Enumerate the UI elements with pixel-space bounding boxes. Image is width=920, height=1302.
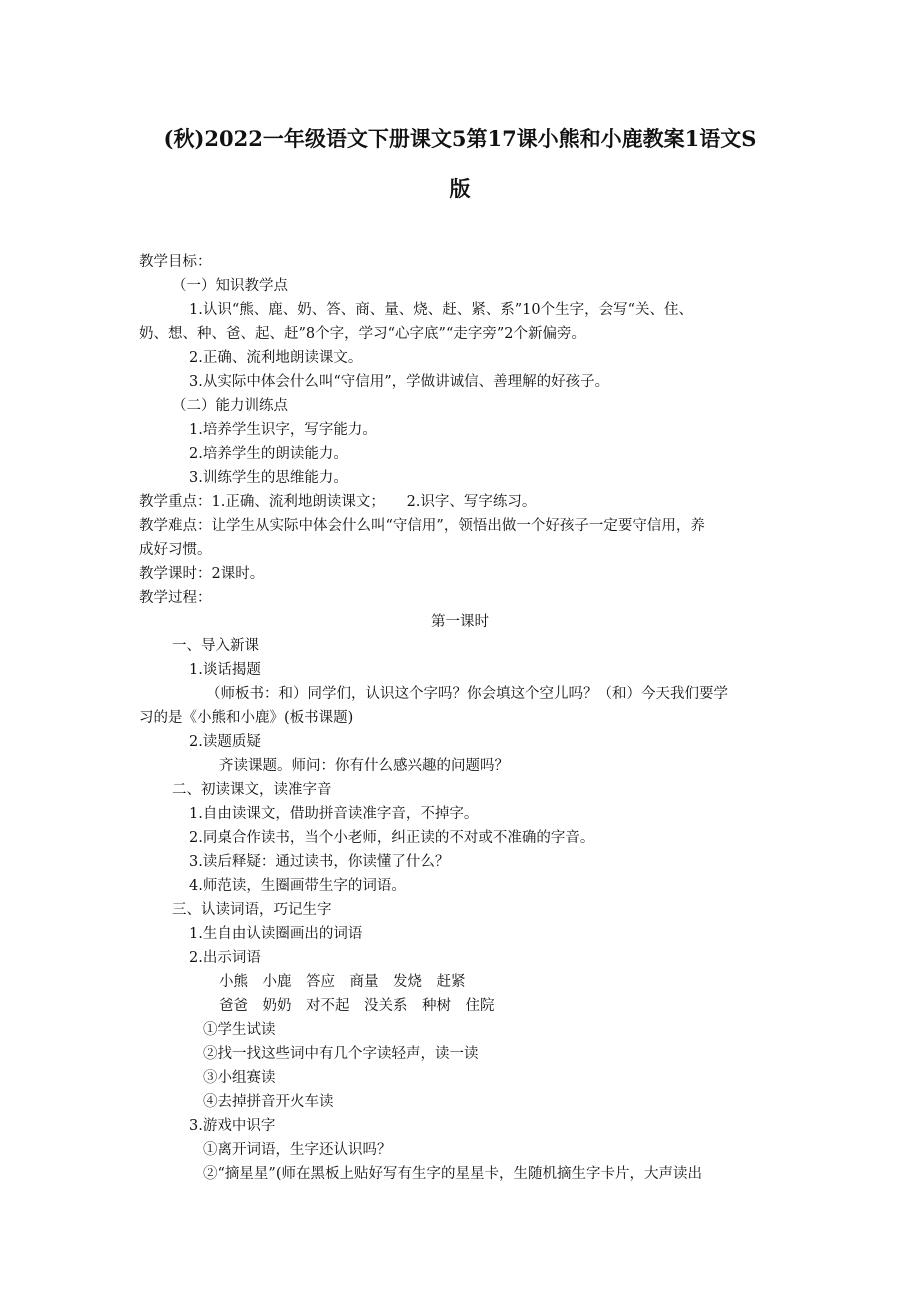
- step-1-item-2-detail: 齐读课题。师问：你有什么感兴趣的问题吗？: [219, 758, 509, 774]
- teaching-difficulty: 教学难点：让学生从实际中体会什么叫“守信用”，领悟出做一个好孩子一定要守信用，养: [139, 518, 705, 534]
- ability-item-1: 1.培养学生识字，写字能力。: [189, 422, 377, 438]
- practice-item-3: ③小组赛读: [203, 1070, 276, 1086]
- step-1-paragraph: （师板书：和）同学们，认识这个字吗？你会填这个空儿吗？（和）今天我们要学: [206, 686, 728, 702]
- practice-item-4: ④去掉拼音开火车读: [203, 1094, 334, 1110]
- teaching-focus: 教学重点：1.正确、流利地朗读课文； 2.识字、写字练习。: [139, 494, 537, 510]
- teaching-hours: 教学课时：2课时。: [139, 566, 265, 582]
- subheading-knowledge: （一）知识教学点: [172, 278, 288, 294]
- step-2-item-3: 3.读后释疑：通过读书，你读懂了什么？: [189, 854, 450, 870]
- step-heading-2: 二、初读课文，读准字音: [172, 782, 332, 798]
- word-list-row-2: 爸爸 奶奶 对不起 没关系 种树 住院: [219, 998, 495, 1014]
- step-2-item-4: 4.师范读，生圈画带生字的词语。: [189, 878, 406, 894]
- step-1-item-1: 1.谈话揭题: [189, 662, 261, 678]
- document-title-continued: 版: [449, 176, 471, 201]
- step-heading-3: 三、认读词语，巧记生字: [172, 902, 332, 918]
- step-3-item-3: 3.游戏中识字: [189, 1118, 276, 1134]
- goal-item-1-continued: 奶、想、种、爸、起、赶”8个字，学习“心字底”“走字旁”2个新偏旁。: [139, 326, 587, 342]
- ability-item-2: 2.培养学生的朗读能力。: [189, 446, 348, 462]
- goal-item-1: 1.认识“熊、鹿、奶、答、商、量、烧、赶、紧、系”10个生字，会写“关、住、: [189, 302, 694, 318]
- ability-item-3: 3.训练学生的思维能力。: [189, 470, 348, 486]
- step-2-item-1: 1.自由读课文，借助拼音读准字音，不掉字。: [189, 806, 479, 822]
- subheading-ability: （二）能力训练点: [172, 398, 288, 414]
- document-title: (秋)2022一年级语文下册课文5第17课小熊和小鹿教案1语文S: [163, 126, 757, 151]
- section-heading-process: 教学过程：: [139, 590, 212, 606]
- teaching-difficulty-continued: 成好习惯。: [139, 542, 212, 558]
- step-3-item-1: 1.生自由认读圈画出的词语: [189, 926, 363, 942]
- goal-item-3: 3.从实际中体会什么叫“守信用”，学做讲诚信、善理解的好孩子。: [189, 374, 610, 390]
- step-2-item-2: 2.同桌合作读书，当个小老师，纠正读的不对或不准确的字音。: [189, 830, 595, 846]
- word-list-row-1: 小熊 小鹿 答应 商量 发烧 赶紧: [219, 974, 466, 990]
- step-1-item-2: 2.读题质疑: [189, 734, 261, 750]
- practice-item-1: ①学生试读: [203, 1022, 276, 1038]
- practice-item-2: ②找一找这些词中有几个字读轻声，读一读: [203, 1046, 479, 1062]
- goal-item-2: 2.正确、流利地朗读课文。: [189, 350, 363, 366]
- step-3-item-2: 2.出示词语: [189, 950, 261, 966]
- section-heading-goals: 教学目标：: [139, 254, 212, 270]
- step-1-paragraph-continued: 习的是《小熊和小鹿》(板书课题): [139, 710, 354, 726]
- game-item-2: ②“摘星星”(师在黑板上贴好写有生字的星星卡，生随机摘生字卡片，大声读出: [203, 1166, 702, 1182]
- lesson-heading-first: 第一课时: [431, 614, 489, 630]
- step-heading-1: 一、导入新课: [172, 638, 259, 654]
- game-item-1: ①离开词语，生字还认识吗？: [203, 1142, 392, 1158]
